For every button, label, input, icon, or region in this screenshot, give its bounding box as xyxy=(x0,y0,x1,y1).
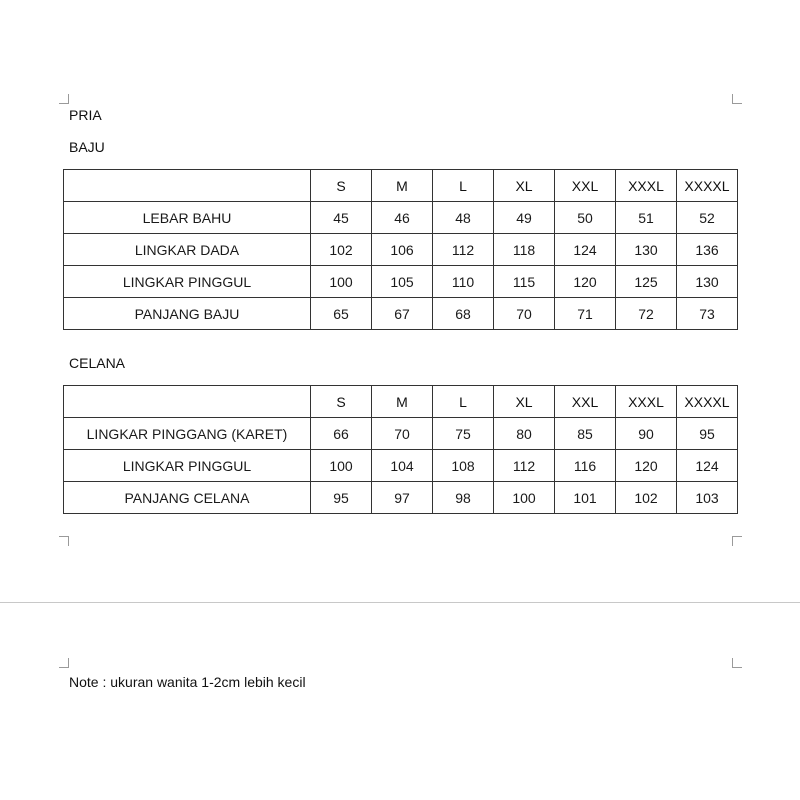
table-cell: 97 xyxy=(372,482,433,514)
table-cell: 65 xyxy=(311,298,372,330)
size-header: XXL xyxy=(555,170,616,202)
table-cell: 102 xyxy=(311,234,372,266)
table-cell: 105 xyxy=(372,266,433,298)
table-cell: 85 xyxy=(555,418,616,450)
table-cell: 112 xyxy=(494,450,555,482)
celana-size-table xyxy=(63,385,738,514)
table-cell: 50 xyxy=(555,202,616,234)
header-empty-cell xyxy=(64,170,311,202)
page-corner-mark xyxy=(59,94,69,104)
size-header: XXXL xyxy=(616,386,677,418)
table-cell: 102 xyxy=(616,482,677,514)
table-cell: 95 xyxy=(311,482,372,514)
table-cell: 70 xyxy=(494,298,555,330)
table-cell: 51 xyxy=(616,202,677,234)
table-cell: 100 xyxy=(311,450,372,482)
table-cell: 52 xyxy=(677,202,738,234)
table-cell: 125 xyxy=(616,266,677,298)
table-cell: 136 xyxy=(677,234,738,266)
table-cell: 100 xyxy=(494,482,555,514)
size-header: XXXXL xyxy=(677,170,738,202)
table-cell: 103 xyxy=(677,482,738,514)
table-cell: 71 xyxy=(555,298,616,330)
size-header: XXXXL xyxy=(677,386,738,418)
section-label-baju: BAJU xyxy=(69,139,105,155)
table-cell: 98 xyxy=(433,482,494,514)
size-header: XL xyxy=(494,170,555,202)
table-cell: 66 xyxy=(311,418,372,450)
page-corner-mark xyxy=(732,658,742,668)
table-cell: 110 xyxy=(433,266,494,298)
table-row xyxy=(64,202,738,234)
row-label: PANJANG BAJU xyxy=(64,298,311,330)
table-cell: 73 xyxy=(677,298,738,330)
section-label-celana: CELANA xyxy=(69,355,126,371)
size-header: XXL xyxy=(555,386,616,418)
size-header: XXXL xyxy=(616,170,677,202)
table-cell: 90 xyxy=(616,418,677,450)
page-corner-mark xyxy=(732,94,742,104)
table-cell: 45 xyxy=(311,202,372,234)
page-corner-mark xyxy=(59,536,69,546)
size-header: M xyxy=(372,170,433,202)
table-row xyxy=(64,234,738,266)
table-cell: 48 xyxy=(433,202,494,234)
header-empty-cell xyxy=(64,386,311,418)
table-row xyxy=(64,418,738,450)
section-title-pria: PRIA xyxy=(69,107,102,123)
table-cell: 101 xyxy=(555,482,616,514)
table-cell: 115 xyxy=(494,266,555,298)
table-cell: 67 xyxy=(372,298,433,330)
table-row xyxy=(64,266,738,298)
row-label: LINGKAR DADA xyxy=(64,234,311,266)
size-header: S xyxy=(311,386,372,418)
row-label: LEBAR BAHU xyxy=(64,202,311,234)
row-label: LINGKAR PINGGUL xyxy=(64,450,311,482)
row-label: LINGKAR PINGGANG (KARET) xyxy=(64,418,311,450)
table-row xyxy=(64,482,738,514)
note-text: Note : ukuran wanita 1-2cm lebih kecil xyxy=(69,674,306,690)
table-row xyxy=(64,298,738,330)
size-header: L xyxy=(433,170,494,202)
row-label: LINGKAR PINGGUL xyxy=(64,266,311,298)
table-cell: 124 xyxy=(555,234,616,266)
table-header-row xyxy=(64,386,738,418)
size-header: XL xyxy=(494,386,555,418)
table-cell: 108 xyxy=(433,450,494,482)
table-cell: 75 xyxy=(433,418,494,450)
table-cell: 100 xyxy=(311,266,372,298)
table-cell: 120 xyxy=(616,450,677,482)
row-label: PANJANG CELANA xyxy=(64,482,311,514)
table-cell: 112 xyxy=(433,234,494,266)
page-corner-mark xyxy=(732,536,742,546)
size-header: L xyxy=(433,386,494,418)
table-cell: 106 xyxy=(372,234,433,266)
table-cell: 124 xyxy=(677,450,738,482)
table-cell: 130 xyxy=(616,234,677,266)
baju-size-table xyxy=(63,169,738,330)
table-header-row xyxy=(64,170,738,202)
page-break-divider xyxy=(0,602,800,603)
table-cell: 95 xyxy=(677,418,738,450)
table-cell: 120 xyxy=(555,266,616,298)
table-row xyxy=(64,450,738,482)
table-cell: 68 xyxy=(433,298,494,330)
table-cell: 130 xyxy=(677,266,738,298)
size-header: M xyxy=(372,386,433,418)
table-cell: 72 xyxy=(616,298,677,330)
page-corner-mark xyxy=(59,658,69,668)
table-cell: 49 xyxy=(494,202,555,234)
table-cell: 104 xyxy=(372,450,433,482)
table-cell: 70 xyxy=(372,418,433,450)
table-cell: 118 xyxy=(494,234,555,266)
table-cell: 46 xyxy=(372,202,433,234)
size-header: S xyxy=(311,170,372,202)
table-cell: 116 xyxy=(555,450,616,482)
table-cell: 80 xyxy=(494,418,555,450)
